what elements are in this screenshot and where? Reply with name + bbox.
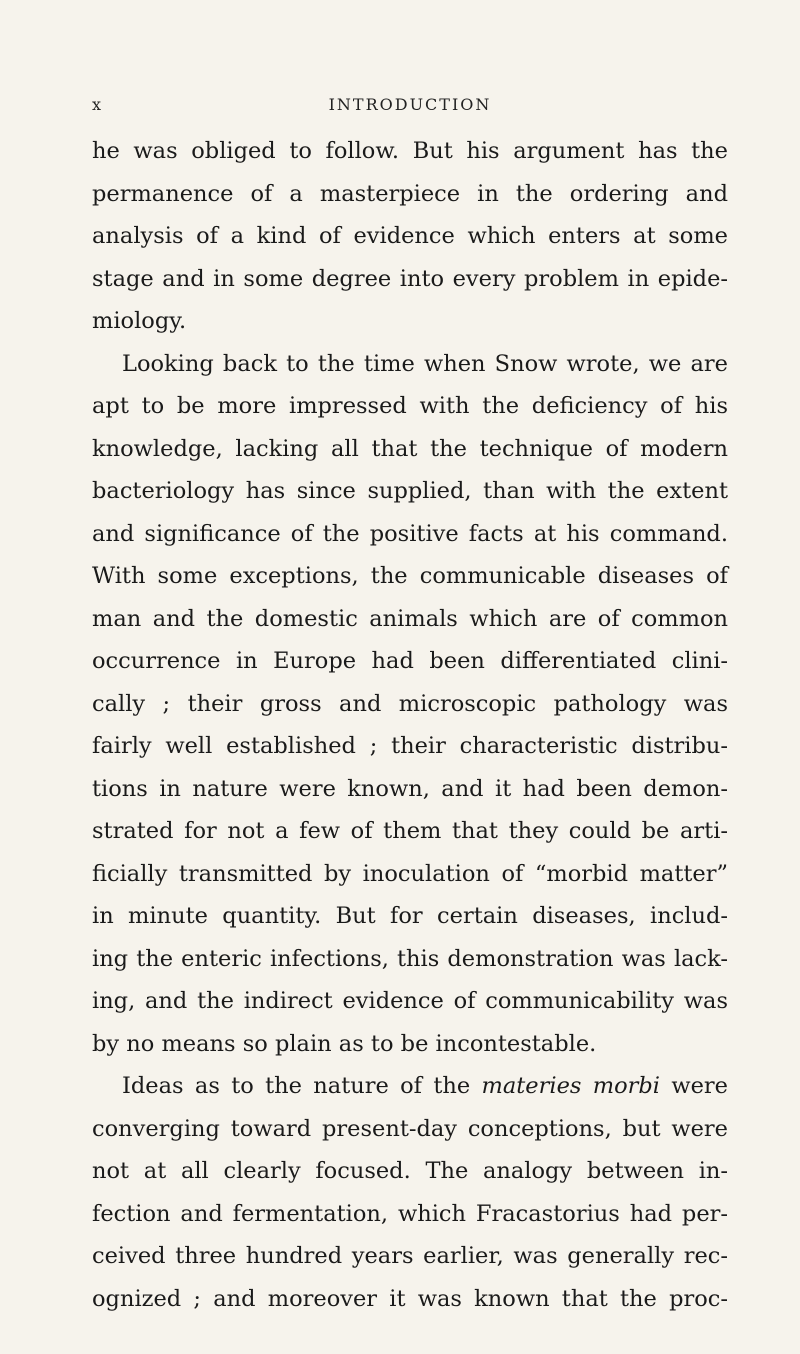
text-line: ognized ; and moreover it was known that the proc- — [92, 1285, 728, 1312]
text-line: strated for not a few of them that they could be arti- — [92, 818, 728, 844]
text-line: bacteriology has since supplied, than with the extent — [92, 478, 728, 504]
running-title: INTRODUCTION — [328, 95, 492, 114]
text-line: miology. — [92, 308, 187, 334]
text-segment: Ideas as to the nature of the — [122, 1073, 482, 1099]
text-line: by no means so plain as to be incontestable. — [92, 1030, 597, 1057]
text-line: ing, and the indirect evidence of communicability was — [92, 988, 728, 1014]
text-line: cally ; their gross and microscopic pathology was — [92, 690, 728, 717]
text-line: With some exceptions, the communicable diseases of — [92, 563, 728, 589]
text-line: ing the enteric infections, this demonstration was lack- — [92, 945, 728, 972]
body-text — [92, 130, 728, 1320]
text-line — [92, 1065, 728, 1108]
text-line: stage and in some degree into every problem in epide- — [92, 265, 728, 292]
text-line: he was obliged to follow. But his argument has the — [92, 138, 728, 164]
text-line: not at all clearly focused. The analogy between in- — [92, 1158, 728, 1184]
running-head — [92, 95, 728, 121]
text-line: tions in nature were known, and it had been demon- — [92, 775, 728, 802]
text-line: fairly well established ; their characteristic distribu- — [92, 733, 728, 759]
text-line: in minute quantity. But for certain diseases, includ- — [92, 903, 728, 929]
text-line: and significance of the positive facts at his command. — [92, 520, 728, 547]
text-line: ceived three hundred years earlier, was generally rec- — [92, 1243, 728, 1269]
italic-term: materies morbi — [481, 1073, 661, 1099]
text-line: occurrence in Europe had been differentiated clini- — [92, 648, 728, 674]
text-line: permanence of a masterpiece in the ordering and — [92, 180, 728, 207]
text-line: man and the domestic animals which are of common — [92, 605, 728, 632]
text-segment: were — [660, 1073, 728, 1099]
text-line: analysis of a kind of evidence which enters at some — [92, 223, 728, 249]
text-line: Looking back to the time when Snow wrote, we are — [122, 350, 728, 377]
text-line: ficially transmitted by inoculation of “morbid matter” — [92, 860, 728, 887]
text-line: apt to be more impressed with the deficiency of his — [92, 393, 728, 419]
text-line: converging toward present-day conceptions, but were — [92, 1115, 728, 1142]
text-line: knowledge, lacking all that the technique of modern — [92, 435, 728, 462]
text-line: fection and fermentation, which Fracastorius had per- — [92, 1200, 728, 1227]
page-number: x — [92, 95, 104, 114]
